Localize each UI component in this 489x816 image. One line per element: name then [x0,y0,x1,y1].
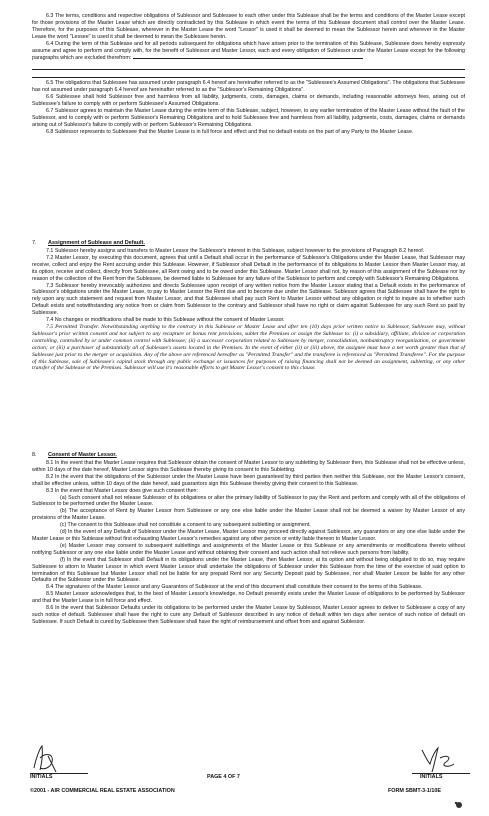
paragraph-8-6: 8.6 In the event that Sublessor Defaults under its obligations to be performed under the Master Lease by Sublessor, Master Lessor agrees to deliver to Sublessee a copy of any such notice of default. Sublessee shall have the right to cure any Default of Sublessor described in any notice of default within ten days after service of such notice of default on Sublessee. If such Default is cured by Sublessee then Sublessee shall have the right of reimbursement and offset from and against Sublessor. [32,605,465,625]
paragraph-8-5: 8.5 Master Lessor acknowledges that, to the best of Master Lessor's knowledge, no Default presently exists under the Master Lease of obligations to be performed by Sublessor and that the Master Lease is in full force and effect. [32,591,465,605]
section-7-number: 7. [32,240,37,246]
section-8-heading [32,452,465,459]
form-number: FORM SBMT-3-1/10E [388,788,442,794]
copyright-notice: ©2001 - AIR COMMERCIAL REAL ESTATE ASSOCIATION [30,788,175,794]
paragraph-7-1: 7.1 Sublessor hereby assigns and transfers to Master Lessor the Sublessor's interest in this Sublease, subject however to the provisions of Paragraph 8.2 hereof. [46,248,425,254]
clause-8-3-b: (b) The acceptance of Rent by Master Lessor from Sublessee or any one else liable under the Master Lease shall not be deemed a waiver by Master Lessor of any provisions of the Master Lease. [32,508,465,522]
clause-8-3-a: (a) Such consent shall not release Sublessor of its obligations or alter the primary liability of Sublessor to pay the Rent and perform and comply with all of the obligations of Sublessor to be performed under the Master Lease. [32,494,465,508]
paragraph-8-2: 8.2 In the event that the obligations of the Sublessor under the Master Lease have been guaranteed by third parties then neither this Sublease, nor the Master Lessor's consent, shall be effective unless, within 10 days of the date hereof, said guarantors sign this Sublease thereby giving their consent to this Sublease. [32,473,465,487]
right-initials-label: INITIALS [420,774,443,780]
paragraph-6-6: 6.6 Sublessee shall hold Sublessor free and harmless from all liability, judgments, costs, damages, claims or demands, including reasonable attorneys fees, arising out of Sublessee's failure to comply with or perform Sublessee's Assumed Obligations. [32,94,465,108]
blank-line [32,63,465,70]
left-initials-signature [30,744,62,774]
right-initials-signature [418,744,458,774]
clause-8-3-d: (d) In the event of any Default of Sublessor under the Master Lease, Master Lessor may proceed directly against Sublessor, any guarantors or any one else liable under the Master Lease or this Sublease without first exhausting Master Lessor's remedies against any other person or entity liable thereon to Master Lessor. [32,529,465,542]
section-8-number: 8. [32,452,37,458]
clause-8-3-e: (e) Master Lessor may consent to subsequent sublettings and assignments of the Master Lease or this Sublease or any amendments or modifications thereto without notifying Sublessor or any one else liable under the Master Lease and without obtaining their consent and such action shall not relieve such persons from liability. [32,542,465,556]
clause-8-3-f: (f) In the event that Sublessor shall Default in its obligations under the Master Lease, then Master Lessor, at its option and without being obligated to do so, may require Sublessee to attorn to Master Lessor in which event Master Lessor shall undertake the obligations of Sublessor under this Sublease from the time of the exercise of said option to termination of this Sublease but Master Lessor shall not be liable for any prepaid Rent nor any Security Deposit paid by Sublessee, nor shall Master Lessor be liable for any other Defaults of the Sublessor under the Sublease. [32,556,465,584]
paragraph-7-2: 7.2 Master Lessor, by executing this document, agrees that until a Default shall occur in the performance of Sublessor's Obligations under the Master Lease, that Sublessor may receive, collect and enjoy the Rent accruing under this Sublease. However, if Sublessor shall Default in the performance of its obligations to Master Lessor then Master Lessor may, at its option, receive and collect, directly from Sublessee, all Rent owing and to be owed under this Sublease. Master Lessor shall not, by reason of this assignment of the Sublease nor by reason of the collection of the Rent from the Sublessee, be deemed liable to Sublessee for any failure of the Sublessor to perform and comply with Sublessor's Remaining Obligations. [32,254,465,282]
paragraph-8-4: 8.4 The signatures of the Master Lessor and any Guarantors of Sublessor at the end of this document shall constitute their consent to the terms of this Sublease. [46,584,423,591]
left-initials-label: INITIALS [30,774,53,780]
paragraph-8-3: 8.3 In the event that Master Lessor does give such consent then: [46,487,198,494]
paragraph-6-4-text: 6.4 During the term of this Sublease and for all periods subsequent for obligations which have arisen prior to the termination of this Sublease, Sublessee does hereby expressly assume and agree to perform and comply with, for the benefit of Sublessor and Master Lessor, each and every obligation of Sublessor under the Master Lease except for the following paragraphs which are excluded therefrom: [32,40,465,62]
paragraph-6-4 [32,41,465,63]
paragraph-6-3: 6.3 The terms, conditions and respective obligations of Sublessor and Sublessee to each other under this Sublease shall be the terms and conditions of the Master Lease except for those provisions of the Master Lease which are directly contradicted by this Sublease in which event the terms of this Sublease document shall control over the Master Lease. Therefore, for the purposes of this Sublease, wherever in the Master Lease the word "Lessor" is used it shall be deemed to mean the Sublessor herein and wherever in the Master Lease the word "Lessee" is used it shall be deemed to mean the Sublessee herein. [32,13,465,40]
paragraph-6-5: 6.5 The obligations that Sublessee has assumed under paragraph 6.4 hereof are hereinafter referred to as the "Sublessee's Assumed Obligations". The obligations that Sublessee has not assumed under paragraph 6.4 hereof are hereinafter referred to as the "Sublessor's Remaining Obligations". [32,80,465,94]
paragraph-7-5: 7.5 Permitted Transfer. Notwithstanding anything to the contrary in this Sublease or Master Lease and after ten (10) days prior written notice to Sublessor, Sublessee may, without Sublessor's prior written consent and not subject to any recapture or bonus rent provisions, sublet the Premises or assign the Sublease to: (i) a subsidiary, affiliate, division or corporation controlling, controlled by or under common control with Sublessee; (ii) a successor corporation related to Sublessee by merger, consolidation, nonbankruptcy reorganization, or government action; or (iii) a purchaser of substantially all of Sublessee's assets located in the Premises. In the event of either (ii) or (iii) above, the assignee must have a net worth greater than that of Sublessee just prior to the merger or acquisition. Any of the above are referenced hereafter as "Permitted Transfer" and the transferee is referenced as "Permitted Transferee". For the purpose of this Sublease, sale of Sublessee's capital stock through any public exchange or issuances for purposes of raising financing shall not be deemed an assignment, subletting, or any other transfer of the Sublease or the Premises. Sublessor will use it's reasonable efforts to get Master Lessor's consent to this clause. [32,323,465,372]
paragraph-8-1: 8.1 In the event that the Master Lease requires that Sublessor obtain the consent of Master Lessor to any subletting by Sublessor then, this Sublease shall not be effective unless, within 10 days of the date hereof, Master Lessor signs this Sublease thereby giving its consent to this Subletting. [32,460,465,473]
section-6-continuation [32,13,465,136]
page-number: PAGE 4 OF 7 [207,774,240,780]
section-7-body [32,248,465,372]
paragraph-7-4: 7.4 No changes or modifications shall be made to this Sublease without the consent of Master Lessor. [46,317,285,324]
section-8-body [32,460,465,626]
excluded-paragraphs-blank [133,54,363,59]
clause-8-3-c: (c) The consent to this Sublease shall not constitute a consent to any subsequent subletting or assignment. [60,522,311,529]
blank-line [32,71,465,78]
paragraph-6-8: 6.8 Sublessor represents to Sublessee that the Master Lease is in full force and effect and that no default exists on the part of any Party to the Master Lease. [46,128,414,135]
paragraph-6-7: 6.7 Sublessor agrees to maintain the Master Lease during the entire term of this Sublease, subject, however, to any earlier termination of the Master Lease without the fault of the Sublessor, and to comply with or perform Sublessor's Remaining Obligations and to hold Sublessee free and harmless from all liability, judgments, costs, damages, claims or demands arising out of Sublessor's failure to comply with or perform Sublessor's Remaining Obligations. [32,107,465,128]
section-7-heading [32,240,465,247]
section-8-title: Consent of Master Lessor. [48,452,117,458]
paragraph-7-3: 7.3 Sublessor hereby irrevocably authorizes and directs Sublessee upon receipt of any written notice from the Master Lessor stating that a Default exists in the performance of Sublessor's obligations under the Master Lease, to pay to Master Lessor the Rent due and to become due under the Sublease. Sublessor agrees that Sublessee shall have the right to rely upon any such statement and request from Master Lessor, and that Sublessee shall pay such Rent to Master Lessor without any obligation or right to inquire as to whether such Default exists and notwithstanding any notice from or claim from Sublessor to the contrary and Sublessor shall have no right or claim against Sublessee for any such Rent so paid by Sublessee. [32,282,465,317]
section-7-title: Assignment of Sublease and Default. [48,240,145,246]
scan-mark-icon [454,800,464,810]
